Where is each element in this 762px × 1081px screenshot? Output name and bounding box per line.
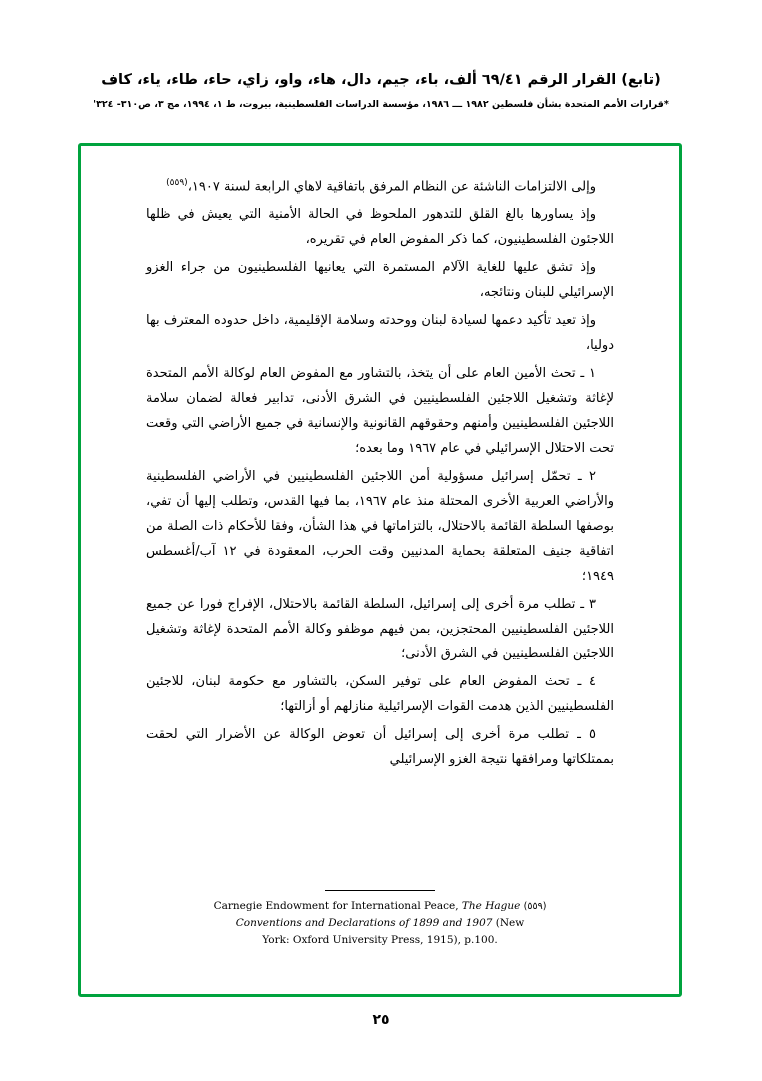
footnote-line-3: York: Oxford University Press, 1915), p.100. [262, 934, 498, 946]
page-header [0, 70, 762, 110]
clause-text: ٥ ـ تطلب مرة أخرى إلى إسرائيل أن تعوض الوكالة عن الأضرار التي لحقت بممتلكاتها ومرافقها نتيجة الغزو الإسرائيلي [146, 727, 614, 768]
content-frame-inner [87, 152, 673, 988]
footnote-text [146, 898, 614, 949]
paragraph [146, 256, 614, 306]
numbered-clause [146, 670, 614, 720]
paragraph-text: وإذ يساورها بالغ القلق للتدهور الملحوظ في الحالة الأمنية التي يعيش في ظلها اللاجئون الفلسطينيون، كما ذكر المفوض العام في تقريره، [146, 207, 614, 248]
footnote-line-2-post: (New [492, 917, 525, 929]
clause-text: ٣ ـ تطلب مرة أخرى إلى إسرائيل، السلطة القائمة بالاحتلال، الإفراج فورا عن جميع اللاجئين الفلسطينيين المحتجزين، بمن فيهم موظفو وكالة الأمم المتحدة لإغاثة وتشغيل اللاجئين الفلسطينيين في الشرق الأدنى؛ [146, 596, 614, 662]
footnote-line-1-italic: The Hague [461, 900, 521, 912]
content-frame [78, 143, 682, 997]
footnote-line-1-pre: Carnegie Endowment for International Peace, [213, 900, 462, 912]
paragraph [146, 203, 614, 253]
body-text [146, 175, 614, 773]
numbered-clause [146, 465, 614, 590]
footnote-line-1 [146, 898, 614, 915]
footnote-reference-marker: (٥٥٩) [166, 178, 188, 188]
footnote-block [146, 890, 614, 949]
clause-text: ١ ـ تحث الأمين العام على أن يتخذ، بالتشاور مع المفوض العام لوكالة الأمم المتحدة لإغاثة وتشغيل اللاجئين الفلسطينيين في الشرق الأدنى، تدابير فعالة لضمان سلامة اللاجئين الفلسطينيين وأمنهم وحقوقهم القانونية والإنسانية في جميع الأراضي التي وقعت تحت الاحتلال الإسرائيلي في عام ١٩٦٧ وما بعده؛ [146, 366, 614, 456]
numbered-clause [146, 723, 614, 773]
clause-text: ٤ ـ تحث المفوض العام على توفير السكن، بالتشاور مع حكومة لبنان، للاجئين الفلسطينيين الذين هدمت القوات الإسرائيلية منازلهم أو أزالتها؛ [146, 674, 614, 715]
paragraph [146, 175, 614, 200]
footnote-line-2 [146, 915, 614, 932]
footnote-marker: (٥٥٩) [523, 901, 547, 912]
footnote-divider [325, 890, 435, 891]
paragraph [146, 309, 614, 359]
paragraph-text: وإذ تشق عليها للغاية الآلام المستمرة التي يعانيها الفلسطينيون من جراء الغزو الإسرائيلي للبنان ونتائجه، [146, 260, 614, 301]
page-number: ٢٥ [372, 1012, 390, 1028]
numbered-clause [146, 593, 614, 668]
clause-text: ٢ ـ تحمّل إسرائيل مسؤولية أمن اللاجئين الفلسطينيين في الأراضي الفلسطينية والأراضي العربية الأخرى المحتلة منذ عام ١٩٦٧، بما فيها القدس، وتطلب إليها أن تفي، بوصفها السلطة القائمة بالاحتلال، بالتزاماتها في هذا الشأن، وفقا للأحكام ذات الصلة من اتفاقية جنيف المتعلقة بحماية المدنيين وقت الحرب، المعقودة في ١٢ آب/أغسطس ١٩٤٩؛ [146, 468, 615, 584]
header-source-line: *قرارات الأمم المتحدة بشأن فلسطين ١٩٨٢ ـــ ١٩٨٦، مؤسسة الدراسات الفلسطينية، بيروت، ط ١، ١٩٩٤، مج ٣، ص٣١٠- ٣٢٤' [93, 98, 669, 110]
paragraph-text: وإذ تعيد تأكيد دعمها لسيادة لبنان ووحدته وسلامة الإقليمية، داخل حدوده المعترف بها دوليا، [146, 313, 614, 354]
paragraph-text: وإلى الالتزامات الناشئة عن النظام المرفق باتفاقية لاهاي الرابعة لسنة ١٩٠٧، [187, 179, 596, 195]
footnote-line-2-italic: Conventions and Declarations of 1899 and 1907 [235, 917, 493, 929]
numbered-clause [146, 362, 614, 462]
header-title: (تابع) القرار الرقم ٦٩/٤١ ألف، باء، جيم، دال، هاء، واو، زاي، حاء، طاء، ياء، كاف [101, 72, 661, 88]
